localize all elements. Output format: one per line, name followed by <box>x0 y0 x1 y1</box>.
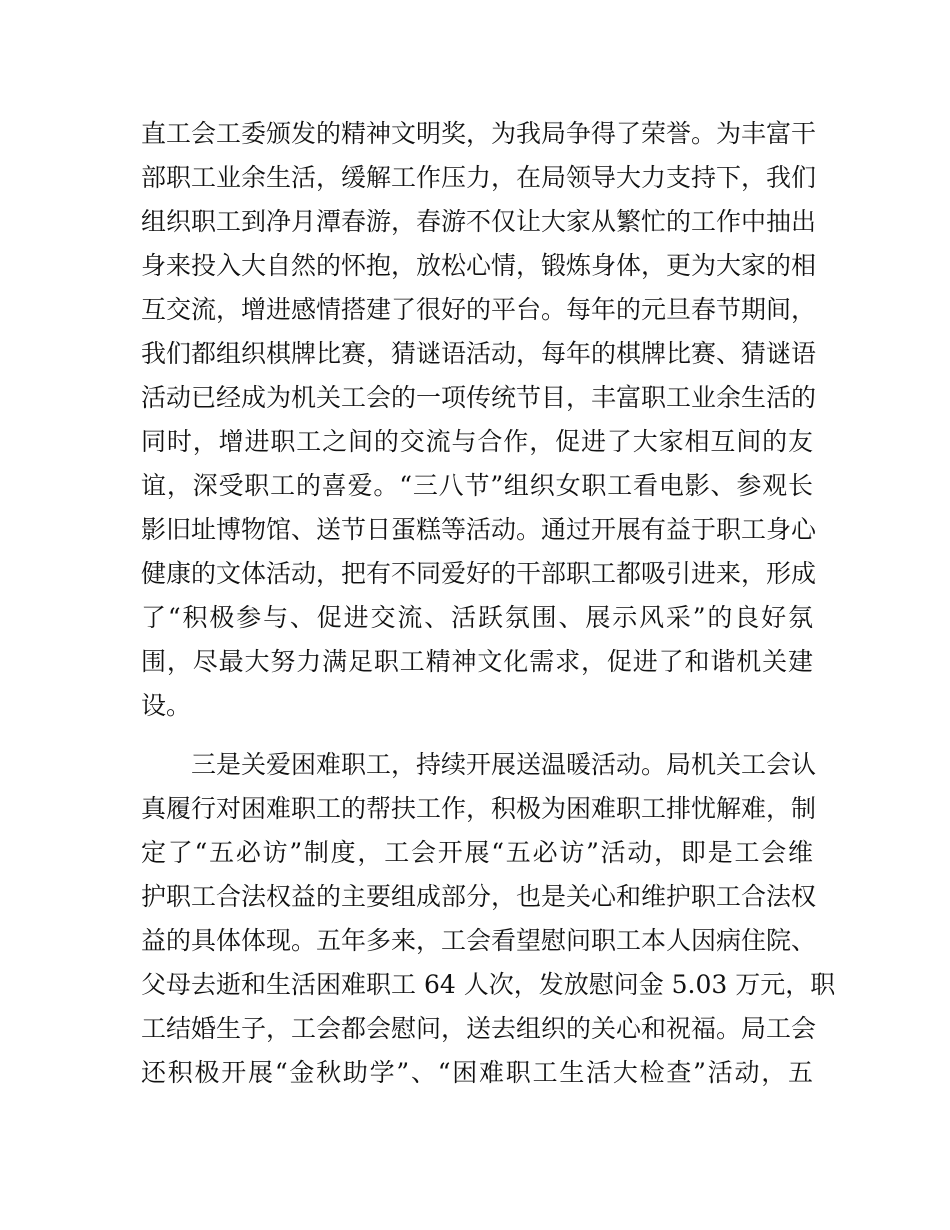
text-line: 同时，增进职工之间的交流与合作，促进了大家相互间的友 <box>141 427 813 456</box>
text-line: 我们都组织棋牌比赛，猜谜语活动，每年的棋牌比赛、猜谜语 <box>141 339 817 368</box>
paragraph-1 <box>141 112 817 728</box>
text-line: 护职工合法权益的主要组成部分，也是关心和维护职工合法权 <box>141 882 817 911</box>
text-line: 还积极开展“金秋助学”、“困难职工生活大检查”活动，五 <box>141 1058 813 1087</box>
paragraph-gap <box>141 728 813 743</box>
text-line: 谊，深受职工的喜爱。“三八节”组织女职工看电影、参观长 <box>141 471 813 500</box>
text-line: 身来投入大自然的怀抱，放松心情，锻炼身体，更为大家的相 <box>141 251 817 280</box>
text-line: 真履行对困难职工的帮扶工作，积极为困难职工排忧解难，制 <box>141 794 817 823</box>
text-line: 健康的文体活动，把有不同爱好的干部职工都吸引进来，形成 <box>141 559 817 588</box>
text-line: 互交流，增进感情搭建了很好的平台。每年的元旦春节期间， <box>141 295 817 324</box>
text-line: 直工会工委颁发的精神文明奖，为我局争得了荣誉。为丰富干 <box>141 119 817 148</box>
text-line: 了“积极参与、促进交流、活跃氛围、展示风采”的良好氛 <box>141 603 813 632</box>
text-line: 组织职工到净月潭春游，春游不仅让大家从繁忙的工作中抽出 <box>141 207 817 236</box>
text-line: 围，尽最大努力满足职工精神文化需求，促进了和谐机关建 <box>141 647 813 676</box>
text-line: 活动已经成为机关工会的一项传统节目，丰富职工业余生活的 <box>141 383 817 412</box>
text-line: 定了“五必访”制度，工会开展“五必访”活动，即是工会维 <box>141 838 813 867</box>
document-body <box>141 112 836 1095</box>
text-line: 设。 <box>141 691 192 720</box>
text-line: 父母去逝和生活困难职工 64 人次，发放慰问金 5.03 万元，职 <box>141 970 836 999</box>
text-line: 三是关爱困难职工，持续开展送温暖活动。局机关工会认 <box>191 750 817 779</box>
text-line: 工结婚生子，工会都会慰问，送去组织的关心和祝福。局工会 <box>141 1014 817 1043</box>
text-line: 益的具体体现。五年多来，工会看望慰问职工本人因病住院、 <box>141 926 817 955</box>
text-line: 部职工业余生活，缓解工作压力，在局领导大力支持下，我们 <box>141 163 817 192</box>
paragraph-2 <box>141 743 836 1095</box>
text-line: 影旧址博物馆、送节日蛋糕等活动。通过开展有益于职工身心 <box>141 515 817 544</box>
